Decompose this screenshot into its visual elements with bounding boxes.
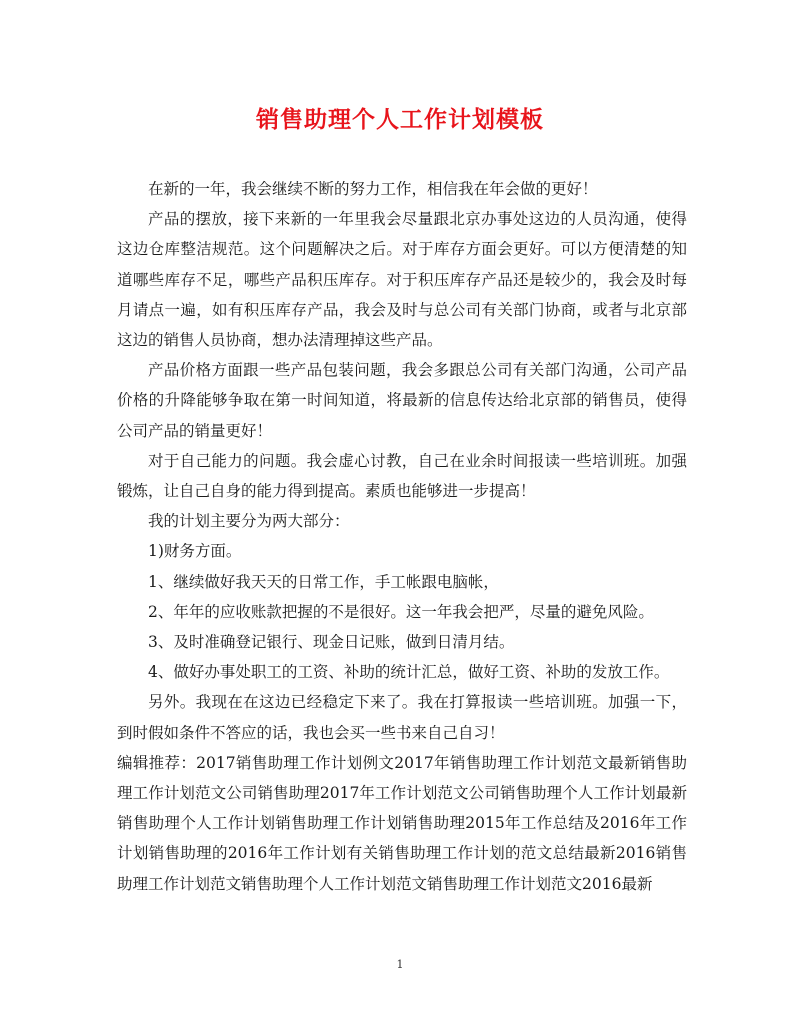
- paragraph-finance-heading: 1)财务方面。: [148, 542, 242, 561]
- paragraph-product-display: 产品的摆放，接下来新的一年里我会尽量跟北京办事处这边的人员沟通，使得这边仓库整洁规范。这个问题解决之后。对于库存方面会更好。可以方便清楚的知道哪些库存不足，哪些产品积压库存。对于积压库存产品还是较少的，我会及时每月请点一遍，如有积压库存产品，我会及时与总公司有关部门协商，或者与北京部这边的销售人员协商，想办法清理掉这些产品。: [117, 210, 687, 350]
- list-item-2: 2、年年的应收账款把握的不是很好。这一年我会把严，尽量的避免风险。: [148, 602, 654, 621]
- list-item-4: 4、做好办事处职工的工资、补助的统计汇总，做好工资、补助的发放工作。: [148, 663, 670, 682]
- document-body: [117, 174, 687, 899]
- page-number: 1: [396, 958, 404, 971]
- paragraph-recommendation: 编辑推荐：2017销售助理工作计划例文2017年销售助理工作计划范文最新销售助理工作计划范文公司销售助理2017年工作计划范文公司销售助理个人工作计划最新销售助理个人工作计划销售助理工作计划销售助理2015年工作总结及2016年工作计划销售助理的2016年工作计划有关销售助理工作计划的范文总结最新2016销售助理工作计划范文销售助理个人工作计划范文销售助理工作计划范文2016最新: [117, 753, 687, 893]
- paragraph-self-ability: 对于自己能力的问题。我会虚心讨教，自己在业余时间报读一些培训班。加强锻炼，让自己自身的能力得到提高。素质也能够进一步提高！: [117, 451, 687, 501]
- paragraph-plan-intro: 我的计划主要分为两大部分：: [148, 512, 350, 531]
- document-title: 销售助理个人工作计划模板: [256, 106, 544, 133]
- paragraph-intro: 在新的一年，我会继续不断的努力工作，相信我在年会做的更好！: [148, 180, 598, 198]
- list-item-1: 1、继续做好我天天的日常工作，手工帐跟电脑帐，: [148, 572, 499, 591]
- list-item-3: 3、及时准确登记银行、现金日记账，做到日清月结。: [148, 633, 515, 652]
- paragraph-additional: 另外。我现在在这边已经稳定下来了。我在打算报读一些培训班。加强一下，到时假如条件不答应的话，我也会买一些书来自己自习！: [117, 693, 687, 742]
- paragraph-product-price: 产品价格方面跟一些产品包装问题，我会多跟总公司有关部门沟通，公司产品价格的升降能够争取在第一时间知道，将最新的信息传达给北京部的销售员，使得公司产品的销量更好！: [117, 361, 687, 440]
